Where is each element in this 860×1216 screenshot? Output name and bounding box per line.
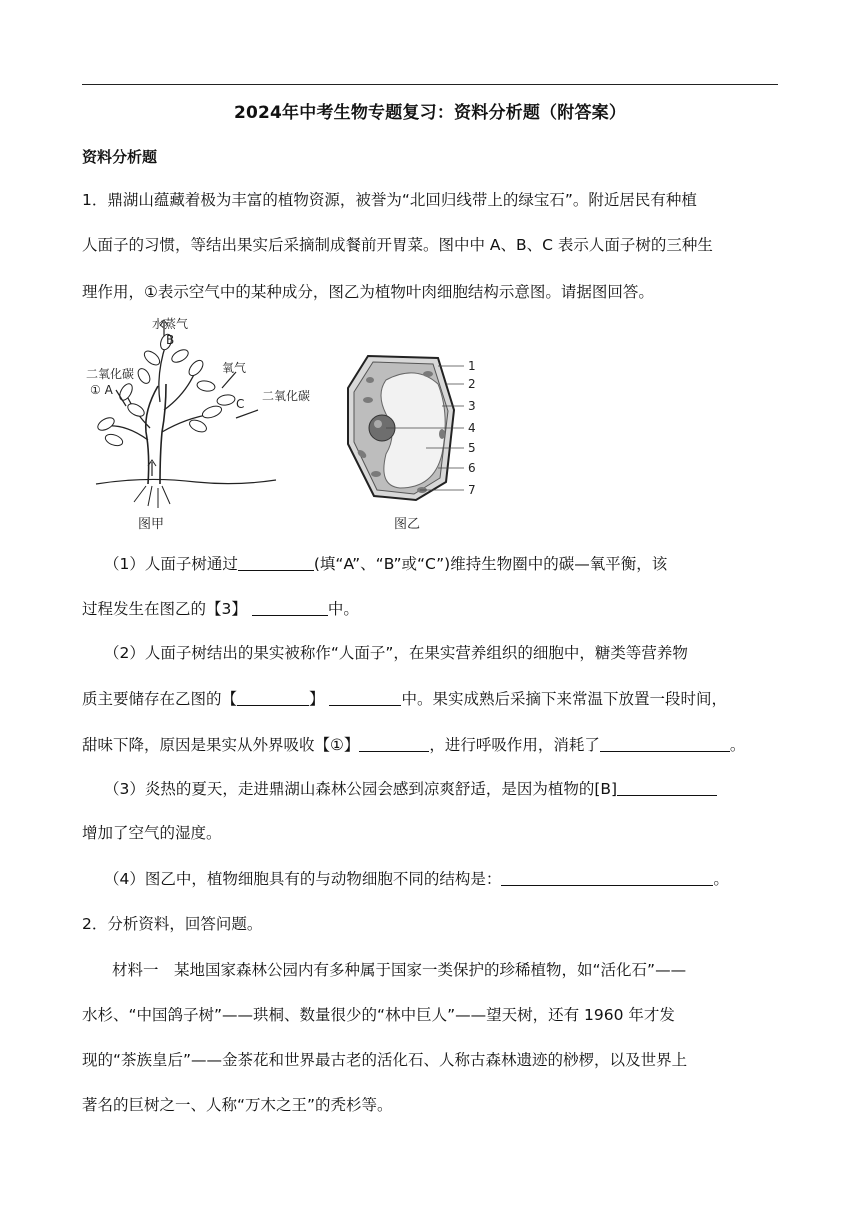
section-heading: 资料分析题 <box>82 148 158 166</box>
q1-sub4-line <box>104 867 729 889</box>
answer-blank-3[interactable] <box>237 691 309 706</box>
q2-material-line-2: 水杉、“中国鸽子树”——珙桐、数量很少的“林中巨人”——望天树，还有 1960 年才发 <box>82 1006 675 1024</box>
cell-label-3: 3 <box>468 399 476 413</box>
figure-a-caption: 图甲 <box>138 517 165 532</box>
q1-sub1-line-2 <box>82 597 359 619</box>
q1-intro-line-3: 理作用，①表示空气中的某种成分，图乙为植物叶肉细胞结构示意图。请据图回答。 <box>82 283 654 301</box>
cell-label-1: 1 <box>468 359 476 373</box>
page-title: 2024年中考生物专题复习：资料分析题（附答案） <box>233 103 627 123</box>
q1-sub4-text-a: （4）图乙中，植物细胞具有的与动物细胞不同的结构是： <box>104 870 502 888</box>
q1-sub1-line-1 <box>104 552 667 574</box>
figure-panel <box>86 314 486 536</box>
q1-intro-line-2: 人面子的习惯，等结出果实后采摘制成餐前开胃菜。图中中 A、B、C 表示人面子树的三种生 <box>82 236 713 254</box>
cell-label-2: 2 <box>468 377 476 391</box>
q1-sub2-text-f: ，进行呼吸作用，消耗了 <box>429 736 600 754</box>
q1-sub1-text-d: 中。 <box>327 600 359 618</box>
label-co2-right: 二氧化碳 <box>262 389 311 403</box>
q1-sub2-line-2 <box>82 687 727 709</box>
label-a: ① A <box>90 383 113 397</box>
cell-label-5: 5 <box>468 441 476 455</box>
q1-sub3-line-1 <box>104 777 717 799</box>
q1-sub2-line-3 <box>82 733 745 755</box>
label-water-vapor: 水蒸气 <box>152 317 189 331</box>
q1-sub2-text-d: 中。果实成熟后采摘下来常温下放置一段时间， <box>401 690 727 708</box>
cell-label-4: 4 <box>468 421 476 435</box>
q1-sub4-text-b: 。 <box>713 870 729 888</box>
answer-blank-4[interactable] <box>329 691 401 706</box>
q2-intro: 2．分析资料，回答问题。 <box>82 915 263 933</box>
label-c: C <box>236 397 245 411</box>
q1-sub2-text-g: 。 <box>729 736 746 754</box>
cell-label-7: 7 <box>468 483 476 497</box>
answer-blank-6[interactable] <box>600 737 730 752</box>
q1-sub1-text-a: （1）人面子树通过 <box>104 555 238 573</box>
q1-sub2-line-1: （2）人面子树结出的果实被称作“人面子”，在果实营养组织的细胞中，糖类等营养物 <box>104 644 688 662</box>
figure-b-plant-cell-diagram <box>348 356 476 532</box>
answer-blank-7[interactable] <box>617 781 717 796</box>
q1-sub2-text-e: 甜味下降，原因是果实从外界吸收【①】 <box>82 736 360 754</box>
q2-material-line-4: 著名的巨树之一、人称“万木之王”的秃杉等。 <box>82 1096 393 1114</box>
q1-intro-line-1: 1．鼎湖山蕴藏着极为丰富的植物资源，被誉为“北回归线带上的绿宝石”。附近居民有种植 <box>82 191 697 209</box>
figure-b-caption: 图乙 <box>394 517 421 532</box>
figure-a-tree-diagram <box>86 316 310 532</box>
q1-sub2-text-b: 质主要储存在乙图的【 <box>82 690 238 708</box>
header-rule <box>82 84 778 85</box>
cell-label-6: 6 <box>468 461 476 475</box>
answer-blank-5[interactable] <box>359 737 429 752</box>
answer-blank-8[interactable] <box>501 871 713 886</box>
answer-blank-1[interactable] <box>238 556 314 571</box>
q1-sub3-text-a: （3）炎热的夏天，走进鼎湖山森林公园会感到凉爽舒适，是因为植物的[B] <box>104 780 618 798</box>
q2-material-line-1: 材料一 某地国家森林公园内有多种属于国家一类保护的珍稀植物，如“活化石”—— <box>112 961 687 979</box>
label-b: B <box>166 333 175 347</box>
q1-sub1-text-c: 过程发生在图乙的【3】 <box>82 600 247 618</box>
q1-sub3-line-2: 增加了空气的湿度。 <box>82 824 222 842</box>
q1-sub2-text-c: 】 <box>309 690 325 708</box>
q2-material-line-3: 现的“茶族皇后”——金茶花和世界最古老的活化石、人称古森林遗迹的桫椤，以及世界上 <box>82 1051 688 1069</box>
answer-blank-2[interactable] <box>252 601 328 616</box>
q1-sub1-text-b: (填“A”、“B”或“C”)维持生物圈中的碳—氧平衡，该 <box>313 555 668 573</box>
label-co2-left: 二氧化碳 <box>86 367 135 381</box>
label-oxygen: 氧气 <box>222 361 247 375</box>
